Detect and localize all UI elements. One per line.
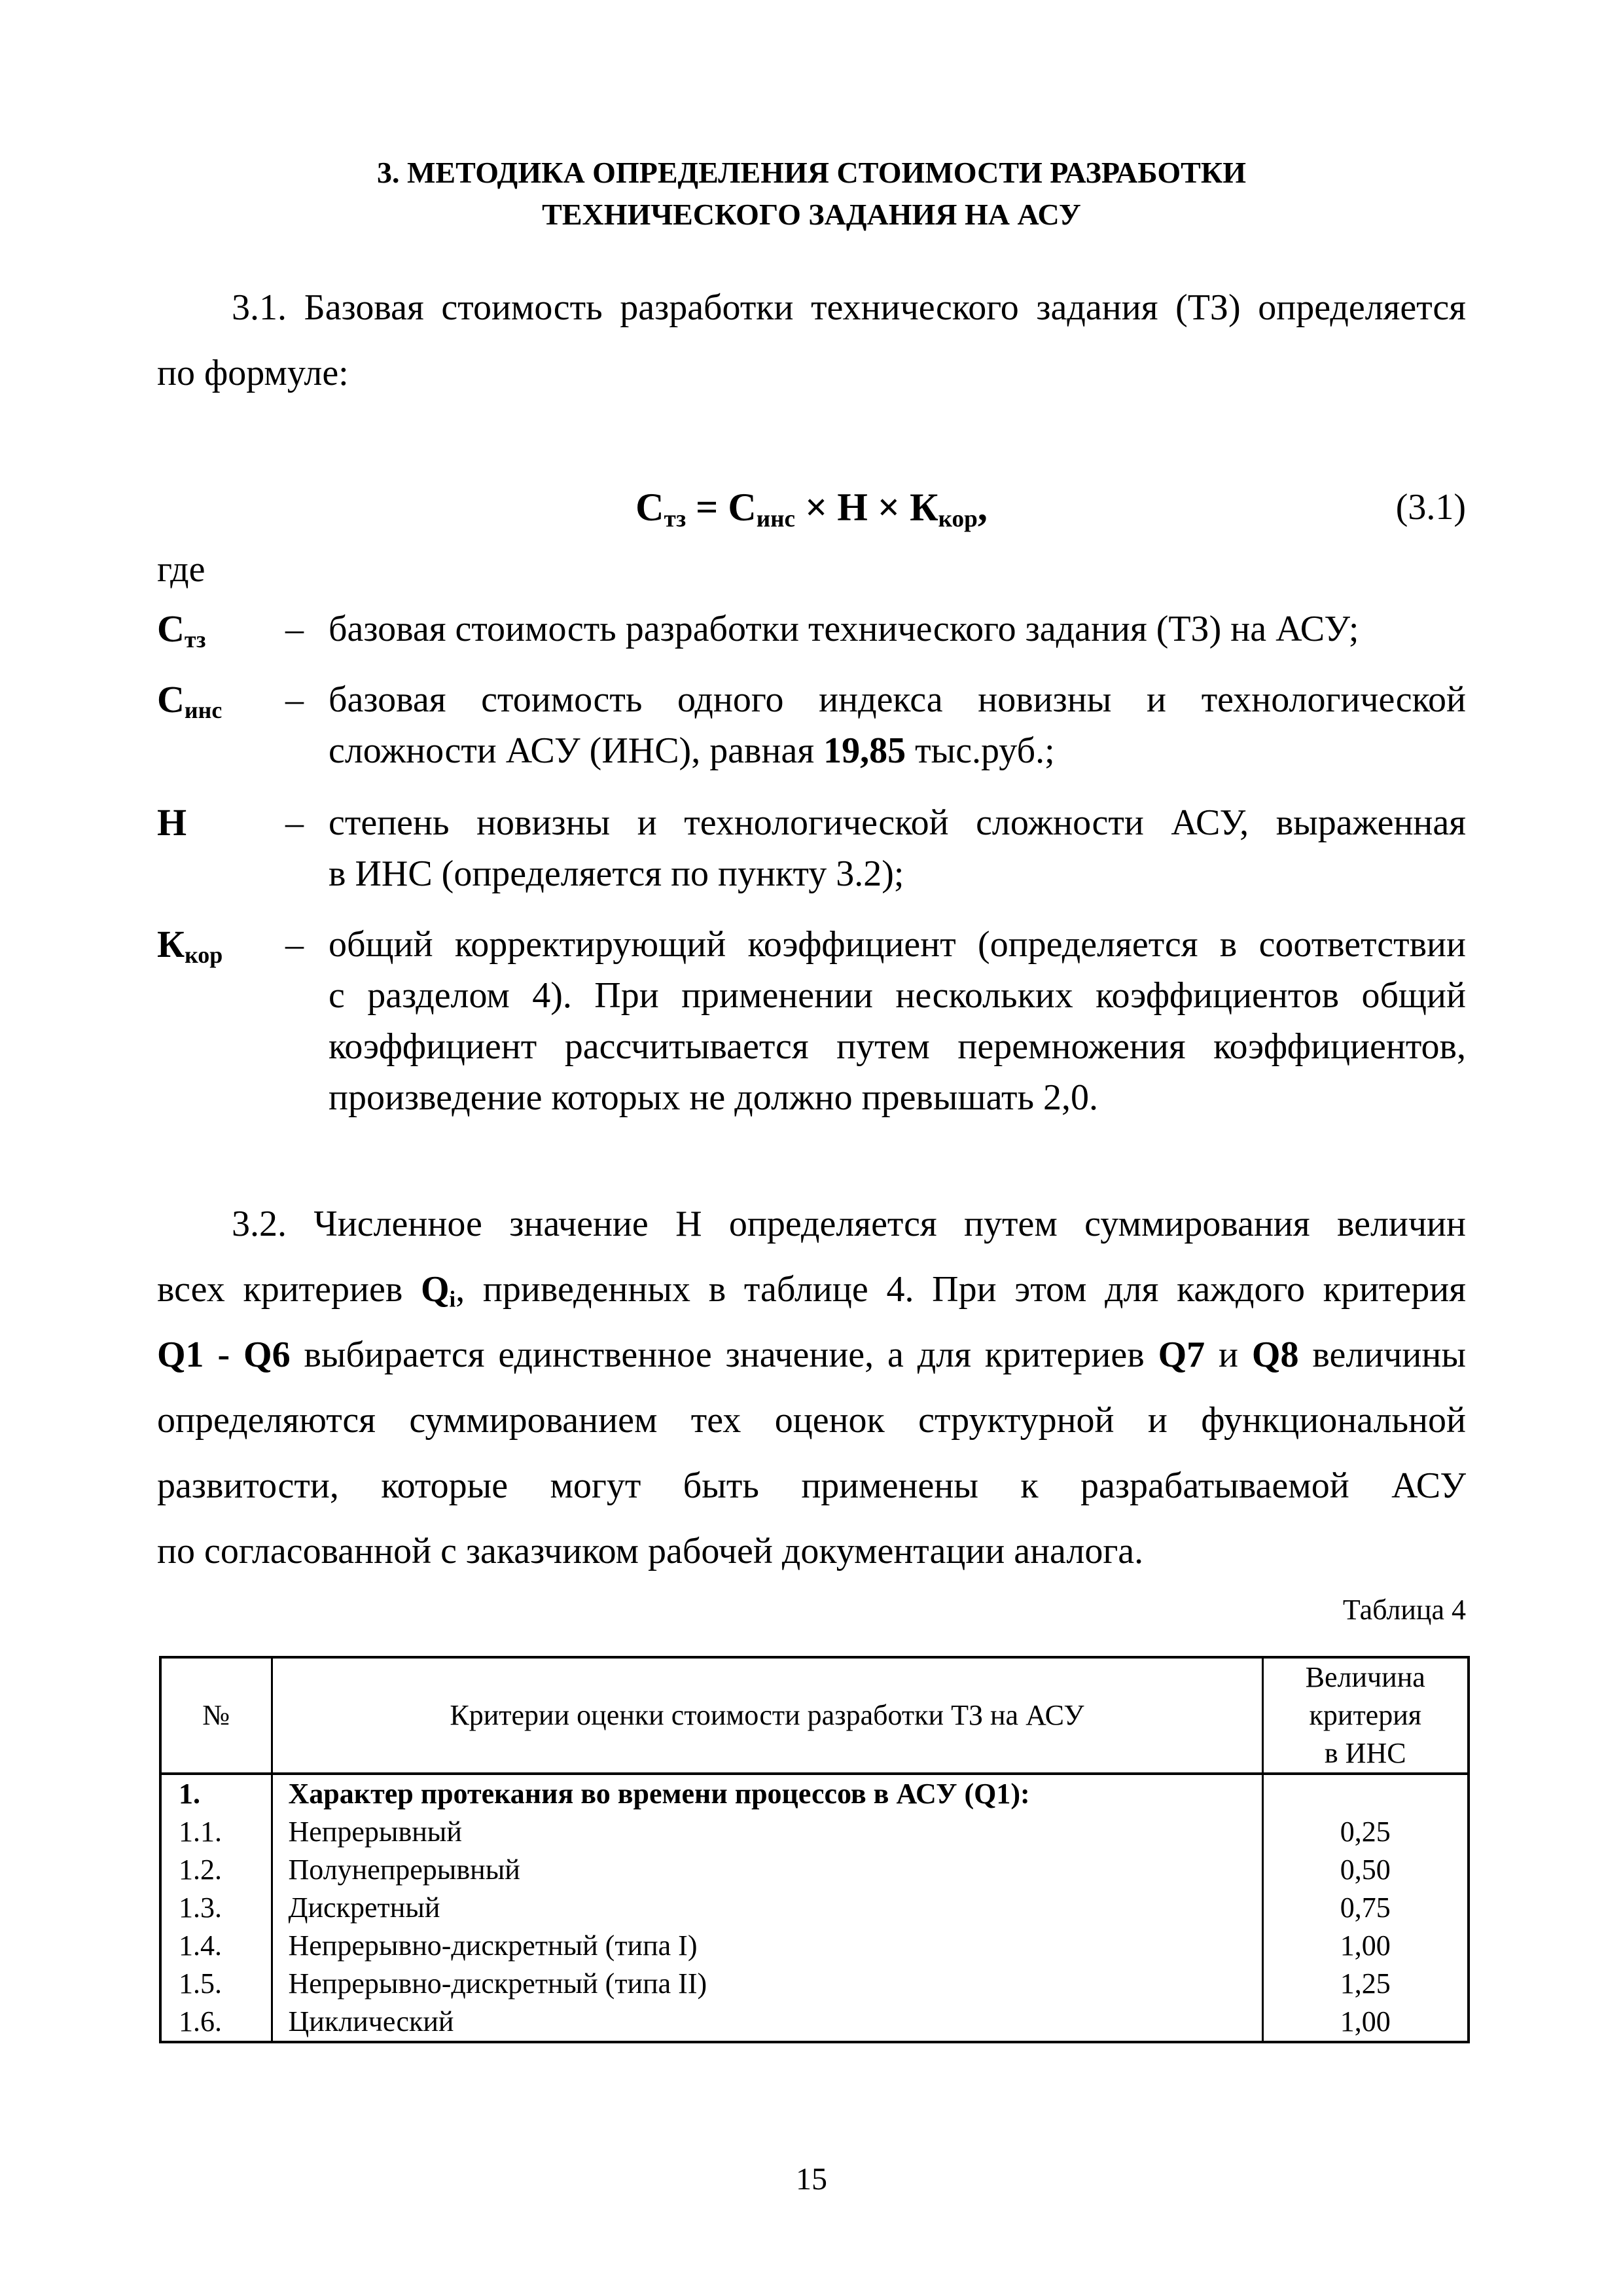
table-row bbox=[160, 1774, 1469, 1813]
definition-term: Н bbox=[157, 801, 187, 844]
header-number: № bbox=[160, 1657, 272, 1774]
definition-text-line-2: сложности АСУ (ИНС), равная 19,85 тыс.руб.; bbox=[329, 730, 1055, 771]
base-cost-value: 19,85 bbox=[823, 730, 906, 771]
paragraph-3-1-line-2: по формуле: bbox=[157, 353, 349, 393]
row-criteria: Дискретный bbox=[272, 1889, 1262, 1927]
row-number: 1.6. bbox=[160, 2003, 272, 2042]
row-criteria: Циклический bbox=[272, 2003, 1262, 2042]
definition-term: $С_{инс}$ bbox=[157, 678, 223, 723]
row-number: 1. bbox=[160, 1774, 272, 1813]
row-value: 1,00 bbox=[1262, 1927, 1469, 1965]
row-value: 1,00 bbox=[1262, 2003, 1469, 2042]
definition-text-line-1: базовая стоимость одного индекса новизны и технологической bbox=[329, 679, 1466, 720]
row-criteria: Непрерывный bbox=[272, 1813, 1262, 1851]
where-label: где bbox=[157, 549, 205, 590]
section-title bbox=[157, 152, 1466, 236]
section-title-line-2: ТЕХНИЧЕСКОГО ЗАДАНИЯ НА АСУ bbox=[542, 198, 1081, 231]
row-value: 0,75 bbox=[1262, 1889, 1469, 1927]
paragraph-3-2-line-5: развитости, которые могут быть применены к разрабатываемой АСУ bbox=[157, 1465, 1466, 1506]
row-value bbox=[1262, 1774, 1469, 1813]
definition-text-line-1: общий корректирующий коэффициент (определяется в соответствии bbox=[329, 924, 1466, 965]
paragraph-3-1 bbox=[157, 275, 1466, 406]
row-criteria: Полунепрерывный bbox=[272, 1851, 1262, 1889]
table-row bbox=[160, 1889, 1469, 1927]
section-title-line-1: 3. МЕТОДИКА ОПРЕДЕЛЕНИЯ СТОИМОСТИ РАЗРАБОТКИ bbox=[377, 156, 1246, 189]
definition-text-line-2: с разделом 4). При применении нескольких коэффициентов общий bbox=[329, 975, 1466, 1016]
table-row bbox=[160, 1851, 1469, 1889]
row-value: 0,25 bbox=[1262, 1813, 1469, 1851]
paragraph-3-2-line-3: Q1 - Q6 выбирается единственное значение, а для критериев Q7 и Q8 величины bbox=[157, 1335, 1466, 1375]
row-value: 1,25 bbox=[1262, 1965, 1469, 2003]
definition-text: базовая стоимость разработки технического задания (ТЗ) на АСУ; bbox=[329, 609, 1359, 649]
page-number: 15 bbox=[796, 2162, 827, 2197]
table-caption: Таблица 4 bbox=[1342, 1594, 1466, 1626]
row-number: 1.3. bbox=[160, 1889, 272, 1927]
formula-number: (3.1) bbox=[1395, 487, 1466, 528]
paragraph-3-2 bbox=[157, 1191, 1466, 1584]
paragraph-3-2-line-4: определяются суммированием тех оценок структурной и функциональной bbox=[157, 1400, 1466, 1441]
row-number: 1.4. bbox=[160, 1927, 272, 1965]
paragraph-3-1-line-1: 3.1. Базовая стоимость разработки технического задания (ТЗ) определяется bbox=[232, 287, 1466, 328]
header-criteria: Критерии оценки стоимости разработки ТЗ на АСУ bbox=[272, 1657, 1262, 1774]
table-header-row bbox=[160, 1657, 1469, 1774]
row-number: 1.2. bbox=[160, 1851, 272, 1889]
row-criteria: Непрерывно-дискретный (типа I) bbox=[272, 1927, 1262, 1965]
row-criteria: Непрерывно-дискретный (типа II) bbox=[272, 1965, 1262, 2003]
formula-expression: $С_{тз} = С_{инс} \times Н \times К_{кор}$, bbox=[635, 486, 988, 533]
definition-text-line-1: степень новизны и технологической сложности АСУ, выраженная bbox=[329, 802, 1466, 843]
row-value: 0,50 bbox=[1262, 1851, 1469, 1889]
paragraph-3-2-line-6: по согласованной с заказчиком рабочей документации аналога. bbox=[157, 1531, 1144, 1571]
formula-3-1 bbox=[157, 478, 1466, 537]
header-value: Величина критерия в ИНС bbox=[1262, 1657, 1469, 1774]
definition-term: $К_{кор}$ bbox=[157, 923, 223, 968]
definition-text-line-2: в ИНС (определяется по пункту 3.2); bbox=[329, 853, 904, 894]
row-number: 1.1. bbox=[160, 1813, 272, 1851]
row-number: 1.5. bbox=[160, 1965, 272, 2003]
row-criteria: Характер протекания во времени процессов в АСУ (Q1): bbox=[272, 1774, 1262, 1813]
definition-text-line-3: коэффициент рассчитывается путем перемножения коэффициентов, bbox=[329, 1026, 1466, 1067]
document-page: 3. МЕТОДИКА ОПРЕДЕЛЕНИЯ СТОИМОСТИ РАЗРАБОТКИ ТЕХНИЧЕСКОГО ЗАДАНИЯ НА АСУ 3.1. Базовая стоимость разработки технического задания (ТЗ) определяется по формуле: $С_{тз} = С_{инс} \times Н \times К_{кор}$, (3.1) где $С_{тз}$ – базовая стоимость разработки технического задания (ТЗ) на АСУ; $С_{инс}$ – базовая стоимость одного индекса новизны и технологической сложности АСУ (ИНС), равная 19,85 тыс.руб.; Н – степень новизны и технологической сложности АСУ, выраженная в ИНС (определяется по пункту 3.2); $К_{кор}$ – общий корректирующий коэффициент (определяется в соответствии с разделом 4). При применении нескольких коэффициентов общий коэффициент рассчитывается путем перемножения коэффициентов, произведение которых не должно превышать 2,0. 3.2. Численное значение Н определяется путем суммирования величин всех критериев $Q_i$, приведенных в таблице 4. При этом для каждого критерия Q1 - Q6 выбирается единственное значение, а для критериев Q7 и Q8 величины определяются суммированием тех оценок структурной и функциональной развитости, которые могут быть применены к разрабатываемой АСУ по согласованной с заказчиком рабочей документации аналога. Таблица 4 № Критерии оценки стоимости разработки ТЗ на АСУ Величина критерия в ИНС 1. Характер протекания во времени процессов в АСУ (Q1): 1.1. Непрерывный 0,25 1.2. Полунепрерывный 0,50 1.3. Дискретный 0,75 1.4. Непрерывно-дискретный (типа I) 1,00 1.5. Непрерывно-дискретный (типа II) 1,25 1.6. Циклический 1,00 15 bbox=[0, 0, 1623, 2296]
table-row bbox=[160, 1965, 1469, 2003]
criteria-table bbox=[159, 1656, 1470, 2043]
table-row bbox=[160, 1813, 1469, 1851]
definition-term: $С_{тз}$ bbox=[157, 607, 206, 653]
table-row bbox=[160, 1927, 1469, 1965]
paragraph-3-2-line-2: всех критериев $Q_i$, приведенных в таблице 4. При этом для каждого критерия bbox=[157, 1269, 1466, 1312]
paragraph-3-2-line-1: 3.2. Численное значение Н определяется путем суммирования величин bbox=[232, 1204, 1466, 1244]
definition-text-line-4: произведение которых не должно превышать 2,0. bbox=[329, 1077, 1099, 1118]
table-row bbox=[160, 2003, 1469, 2042]
